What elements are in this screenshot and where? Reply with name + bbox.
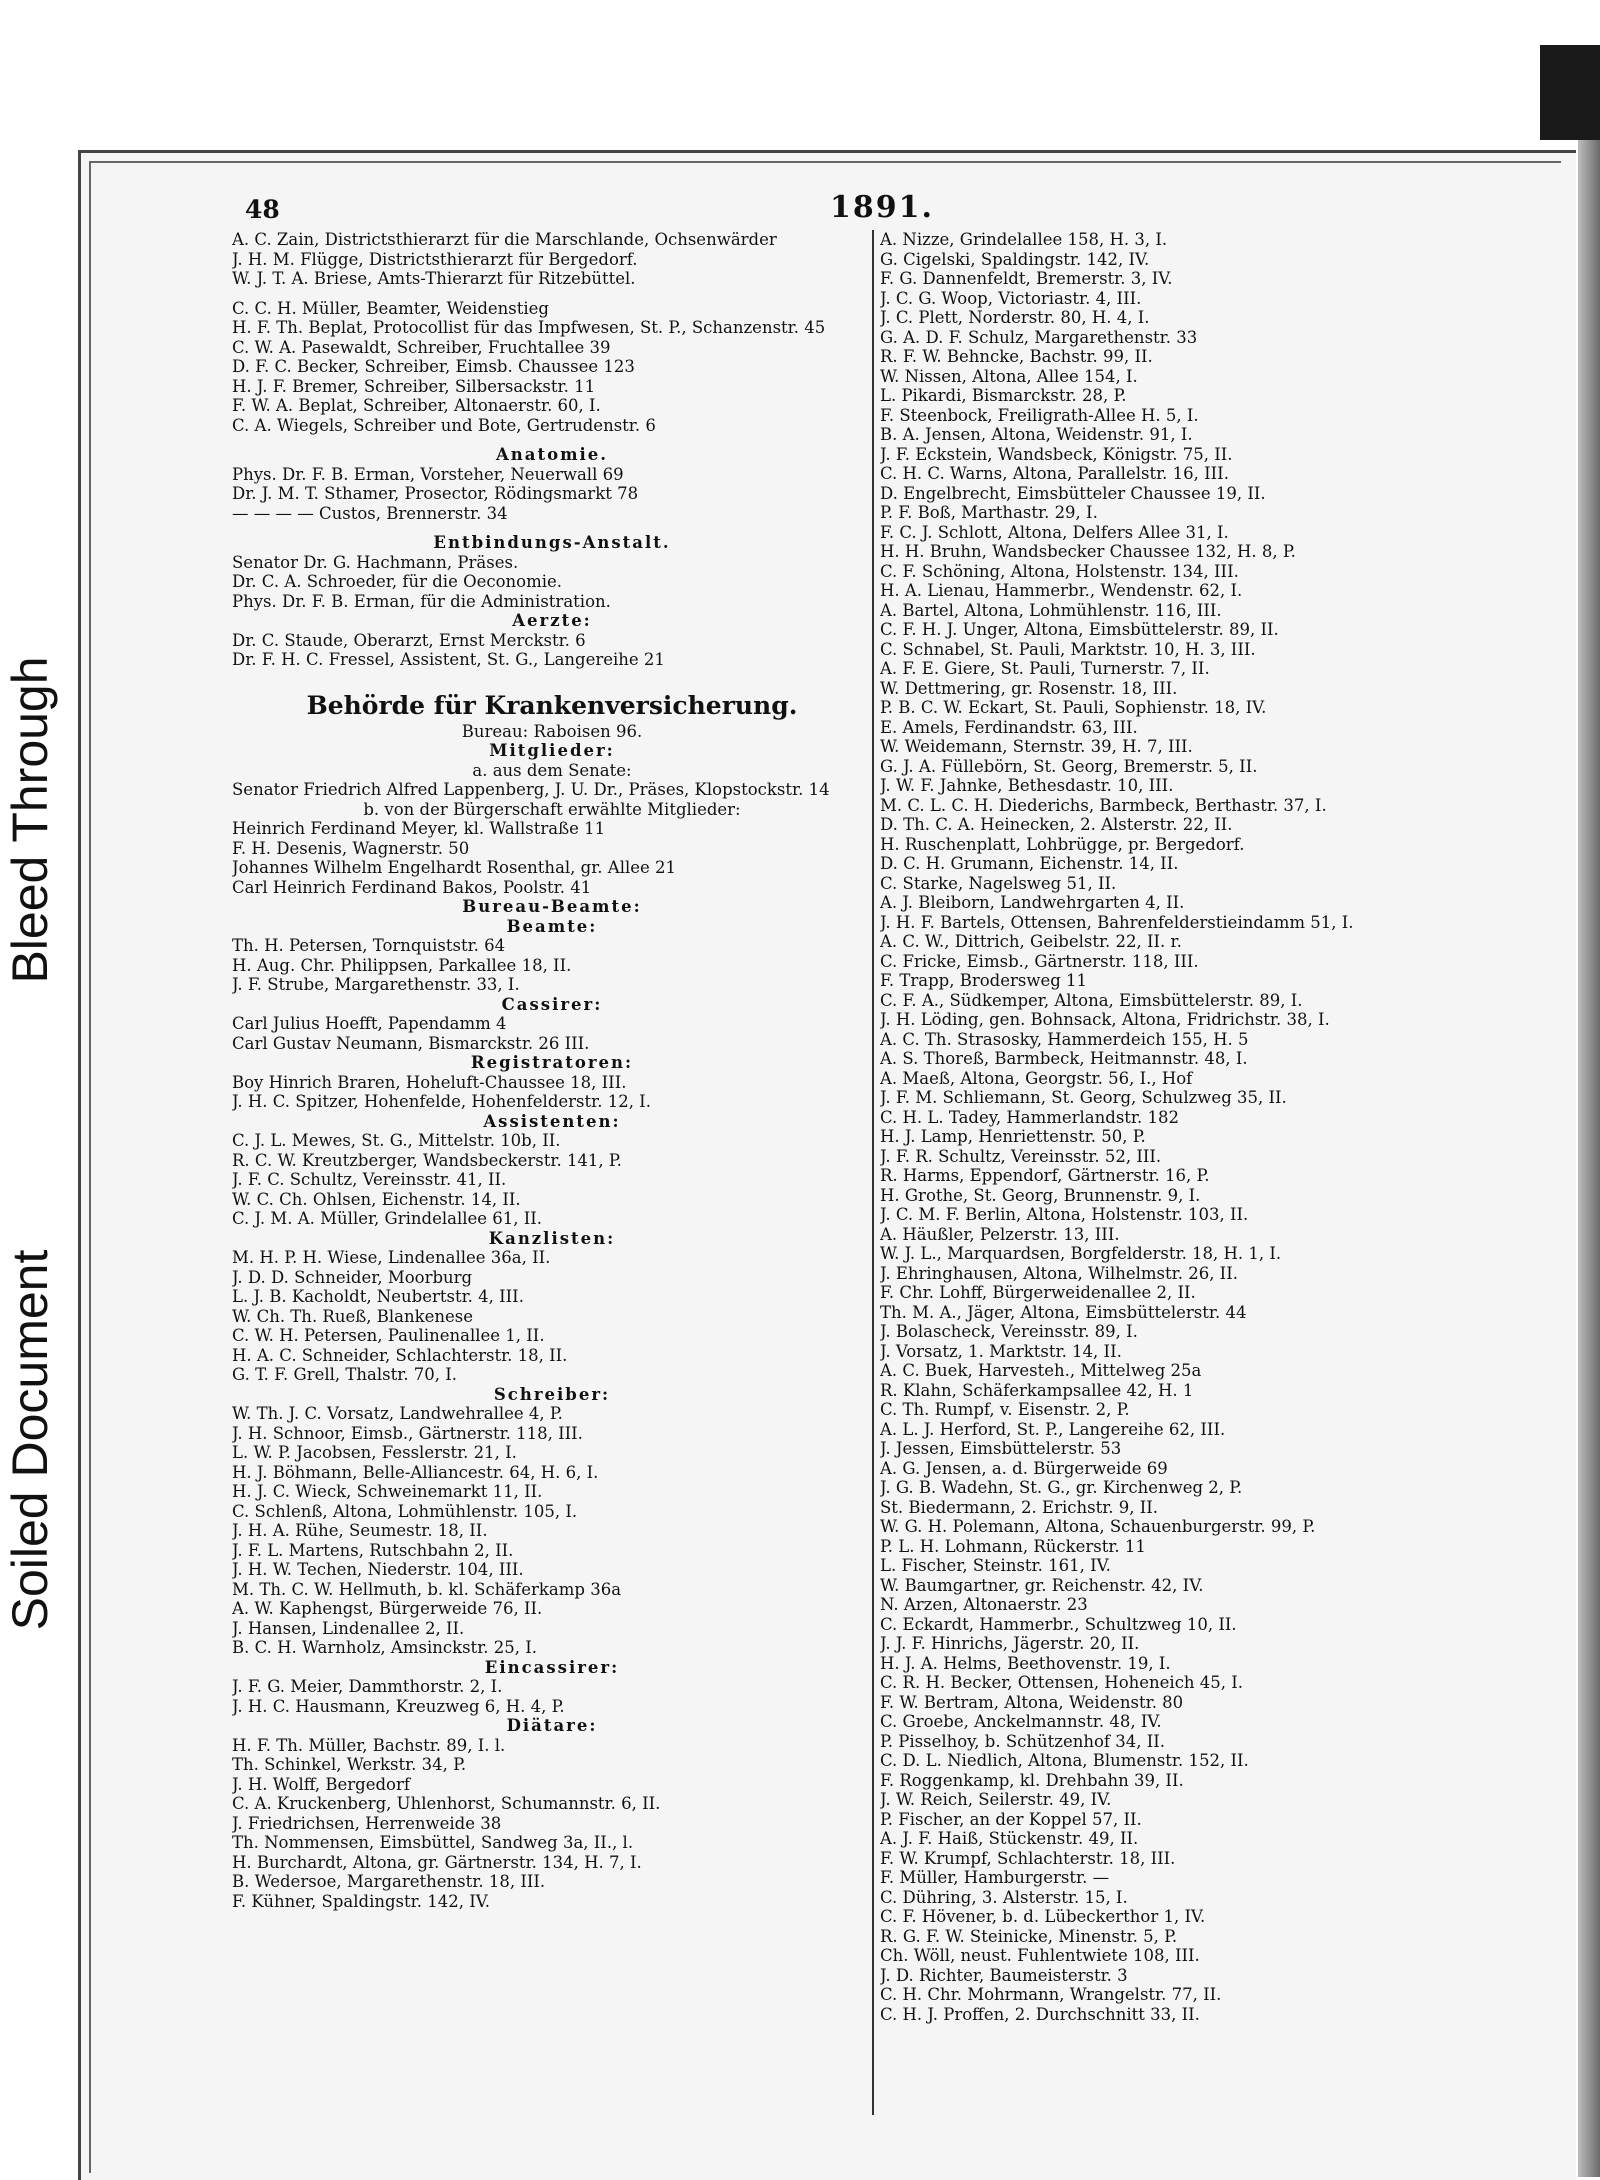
directory-entry: J. F. L. Martens, Rutschbahn 2, II. — [232, 1540, 514, 1560]
section-heading: Anatomie. — [495, 445, 609, 464]
directory-entry: Th. M. A., Jäger, Altona, Eimsbüttelerstr. 44 — [880, 1302, 1247, 1322]
directory-entry: C. Groebe, Anckelmannstr. 48, IV. — [880, 1712, 1162, 1731]
section-heading: Mitglieder: — [489, 741, 615, 760]
section-heading: Bureau-Beamte: — [462, 897, 642, 916]
directory-entry: J. D. D. Schneider, Moorburg — [232, 1267, 473, 1287]
directory-entry: C. H. J. Proffen, 2. Durchschnitt 33, II. — [880, 2004, 1200, 2024]
directory-entry: F. Roggenkamp, kl. Drehbahn 39, II. — [880, 1770, 1184, 1790]
directory-entry: Phys. Dr. F. B. Erman, Vorsteher, Neuerwall 69 — [232, 464, 624, 484]
directory-entry: C. W. A. Pasewaldt, Schreiber, Fruchtallee 39 — [232, 337, 611, 357]
directory-entry: Carl Julius Hoefft, Papendamm 4 — [232, 1014, 507, 1033]
directory-entry: J. J. F. Hinrichs, Jägerstr. 20, II. — [880, 1634, 1140, 1653]
directory-entry: J. F. Eckstein, Wandsbeck, Königstr. 75, II. — [880, 444, 1233, 464]
spacer — [232, 435, 872, 445]
page-number: 48 — [245, 195, 280, 224]
directory-entry: J. Jessen, Eimsbüttelerstr. 53 — [880, 1439, 1122, 1458]
directory-entry: W. Th. J. C. Vorsatz, Landwehrallee 4, P. — [232, 1404, 563, 1423]
directory-entry: A. G. Jensen, a. d. Bürgerweide 69 — [880, 1458, 1168, 1478]
directory-entry: H. A. Lienau, Hammerbr., Wendenstr. 62, I. — [880, 581, 1243, 600]
directory-entry: G. J. A. Füllebörn, St. Georg, Bremerstr. 5, II. — [880, 756, 1258, 776]
directory-entry: R. Harms, Eppendorf, Gärtnerstr. 16, P. — [880, 1166, 1210, 1185]
directory-entry: C. F. A., Südkemper, Altona, Eimsbüttelerstr. 89, I. — [880, 990, 1303, 1010]
directory-entry: C. W. H. Petersen, Paulinenallee 1, II. — [232, 1326, 545, 1345]
directory-entry: B. A. Jensen, Altona, Weidenstr. 91, I. — [880, 425, 1193, 444]
directory-entry: C. F. Hövener, b. d. Lübeckerthor 1, IV. — [880, 1907, 1206, 1926]
directory-entry: F. W. Bertram, Altona, Weidenstr. 80 — [880, 1692, 1184, 1712]
section-heading: Behörde für Krankenversicherung. — [306, 690, 798, 720]
directory-entry: J. F. G. Meier, Dammthorstr. 2, I. — [232, 1677, 503, 1696]
directory-entry: A. Häußler, Pelzerstr. 13, III. — [880, 1224, 1120, 1244]
directory-entry: W. Ch. Th. Rueß, Blankenese — [232, 1306, 474, 1326]
left-column — [232, 230, 872, 1911]
directory-entry: J. Friedrichsen, Herrenweide 38 — [232, 1813, 502, 1833]
directory-entry: L. W. P. Jacobsen, Fesslerstr. 21, I. — [232, 1443, 517, 1462]
directory-entry: A. C. Zain, Districtsthierarzt für die Marschlande, Ochsenwärder — [232, 230, 777, 249]
directory-entry: C. Eckardt, Hammerbr., Schultzweg 10, II. — [880, 1614, 1237, 1634]
directory-entry: L. Pikardi, Bismarckstr. 28, P. — [880, 386, 1127, 405]
directory-entry: N. Arzen, Altonaerstr. 23 — [880, 1595, 1088, 1614]
directory-entry: C. R. H. Becker, Ottensen, Hoheneich 45, I. — [880, 1673, 1244, 1692]
directory-entry: C. F. Schöning, Altona, Holstenstr. 134, III. — [880, 561, 1239, 581]
scan-quality-stamp — [0, 0, 60, 1680]
directory-entry: J. W. F. Jahnke, Bethesdastr. 10, III. — [880, 776, 1174, 795]
directory-entry: Dr. F. H. C. Fressel, Assistent, St. G., Langereihe 21 — [232, 650, 665, 669]
section-heading: Entbindungs-Anstalt. — [433, 533, 671, 552]
directory-entry: J. Bolascheck, Vereinsstr. 89, I. — [880, 1322, 1138, 1341]
directory-entry: P. Pisselhoy, b. Schützenhof 34, II. — [880, 1731, 1166, 1751]
directory-entry: C. Starke, Nagelsweg 51, II. — [880, 873, 1117, 893]
directory-entry: C. Fricke, Eimsb., Gärtnerstr. 118, III. — [880, 951, 1199, 971]
directory-entry: F. W. Krumpf, Schlachterstr. 18, III. — [880, 1848, 1176, 1868]
page-year: 1891. — [830, 190, 934, 225]
directory-entry: A. S. Thoreß, Barmbeck, Heitmannstr. 48, I. — [880, 1049, 1248, 1068]
directory-entry: J. F. M. Schliemann, St. Georg, Schulzweg 35, II. — [880, 1088, 1287, 1107]
directory-entry: W. Nissen, Altona, Allee 154, I. — [880, 366, 1138, 386]
directory-entry: J. H. Wolff, Bergedorf — [232, 1774, 410, 1794]
directory-entry: R. Klahn, Schäferkampsallee 42, H. 1 — [880, 1380, 1194, 1400]
directory-entry: A. Maeß, Altona, Georgstr. 56, I., Hof — [880, 1068, 1193, 1088]
directory-entry: H. F. Th. Beplat, Protocollist für das Impfwesen, St. P., Schanzenstr. 45 — [232, 318, 826, 337]
directory-entry: F. Trapp, Brodersweg 11 — [880, 971, 1088, 990]
directory-entry: H. J. Lamp, Henriettenstr. 50, P. — [880, 1127, 1146, 1146]
directory-entry: M. C. L. C. H. Diederichs, Barmbeck, Berthastr. 37, I. — [880, 795, 1327, 815]
directory-entry: P. F. Boß, Marthastr. 29, I. — [880, 503, 1098, 522]
directory-entry: J. C. Plett, Norderstr. 80, H. 4, I. — [880, 308, 1150, 327]
directory-entry: Carl Heinrich Ferdinand Bakos, Poolstr. 41 — [232, 877, 592, 897]
section-heading: Kanzlisten: — [488, 1228, 616, 1248]
directory-entry: M. H. P. H. Wiese, Lindenallee 36a, II. — [232, 1248, 551, 1267]
directory-entry: J. Hansen, Lindenallee 2, II. — [232, 1618, 465, 1638]
book-edge — [1578, 140, 1600, 2177]
directory-entry: F. Müller, Hamburgerstr. — — [880, 1868, 1110, 1887]
directory-entry: Senator Friedrich Alfred Lappenberg, J. U. Dr., Präses, Klopstockstr. 14 — [232, 780, 830, 799]
directory-entry: C. F. H. J. Unger, Altona, Eimsbüttelerstr. 89, II. — [880, 620, 1279, 639]
directory-entry: M. Th. C. W. Hellmuth, b. kl. Schäferkamp 36a — [232, 1579, 622, 1599]
directory-entry: J. H. C. Hausmann, Kreuzweg 6, H. 4, P. — [232, 1696, 565, 1716]
directory-entry: H. A. C. Schneider, Schlachterstr. 18, II. — [232, 1345, 568, 1365]
directory-entry: Johannes Wilhelm Engelhardt Rosenthal, gr. Allee 21 — [232, 858, 677, 877]
directory-entry: C. C. H. Müller, Beamter, Weidenstieg — [232, 298, 549, 318]
section-heading: Registratoren: — [470, 1053, 634, 1072]
directory-entry: Boy Hinrich Braren, Hoheluft-Chaussee 18, III. — [232, 1072, 627, 1092]
directory-entry: P. L. H. Lohmann, Rückerstr. 11 — [880, 1536, 1146, 1556]
section-heading: Schreiber: — [493, 1384, 611, 1404]
directory-entry: D. Engelbrecht, Eimsbütteler Chaussee 19, II. — [880, 483, 1266, 503]
directory-entry: H. Aug. Chr. Philippsen, Parkallee 18, II. — [232, 955, 572, 975]
directory-entry: Carl Gustav Neumann, Bismarckstr. 26 III. — [232, 1033, 590, 1053]
directory-entry: D. C. H. Grumann, Eichenstr. 14, II. — [880, 854, 1179, 873]
directory-entry: H. J. Böhmann, Belle-Alliancestr. 64, H. 6, I. — [232, 1462, 599, 1482]
directory-entry: A. W. Kaphengst, Bürgerweide 76, II. — [232, 1599, 543, 1618]
directory-entry: J. H. F. Bartels, Ottensen, Bahrenfelderstieindamm 51, I. — [880, 912, 1354, 932]
spacer — [232, 670, 872, 680]
section-heading: Eincassirer: — [484, 1657, 620, 1677]
directory-entry: W. J. T. A. Briese, Amts-Thierarzt für Ritzebüttel. — [232, 269, 636, 288]
directory-entry: Phys. Dr. F. B. Erman, für die Administration. — [232, 591, 611, 611]
spacer — [232, 680, 872, 690]
directory-entry: J. H. Löding, gen. Bohnsack, Altona, Fridrichstr. 38, I. — [880, 1010, 1330, 1029]
directory-entry: F. W. A. Beplat, Schreiber, Altonaerstr. 60, I. — [232, 396, 601, 415]
directory-entry: G. Cigelski, Spaldingstr. 142, IV. — [880, 249, 1150, 269]
directory-entry: J. H. W. Techen, Niederstr. 104, III. — [232, 1560, 524, 1579]
directory-entry: C. H. C. Warns, Altona, Parallelstr. 16, III. — [880, 464, 1229, 483]
directory-entry: R. F. W. Behncke, Bachstr. 99, II. — [880, 347, 1153, 366]
directory-entry: W. Weidemann, Sternstr. 39, H. 7, III. — [880, 737, 1193, 756]
subheading: a. aus dem Senate: — [472, 760, 632, 780]
directory-entry: C. J. L. Mewes, St. G., Mittelstr. 10b, II. — [232, 1131, 561, 1150]
directory-entry: A. L. J. Herford, St. P., Langereihe 62, III. — [880, 1419, 1226, 1439]
directory-entry: B. C. H. Warnholz, Amsinckstr. 25, I. — [232, 1638, 538, 1657]
soiled-document-label: Soiled Document — [2, 1249, 58, 1631]
directory-entry: C. D. L. Niedlich, Altona, Blumenstr. 152, II. — [880, 1751, 1249, 1770]
directory-entry: C. A. Wiegels, Schreiber und Bote, Gertrudenstr. 6 — [232, 415, 656, 435]
directory-entry: A. J. F. Haiß, Stückenstr. 49, II. — [880, 1829, 1139, 1848]
directory-entry: W. C. Ch. Ohlsen, Eichenstr. 14, II. — [232, 1189, 521, 1209]
directory-entry: — — — — Custos, Brennerstr. 34 — [232, 503, 508, 523]
directory-entry: L. Fischer, Steinstr. 161, IV. — [880, 1556, 1111, 1575]
directory-entry: J. W. Reich, Seilerstr. 49, IV. — [880, 1790, 1112, 1809]
directory-entry: A. J. Bleiborn, Landwehrgarten 4, II. — [880, 893, 1185, 912]
spacer — [232, 523, 872, 533]
directory-entry: F. Kühner, Spaldingstr. 142, IV. — [232, 1891, 490, 1911]
directory-entry: J. F. C. Schultz, Vereinsstr. 41, II. — [232, 1170, 507, 1189]
directory-entry: J. H. M. Flügge, Districtsthierarzt für Bergedorf. — [232, 249, 638, 269]
directory-entry: A. F. E. Giere, St. Pauli, Turnerstr. 7, II. — [880, 659, 1210, 678]
directory-entry: Th. Schinkel, Werkstr. 34, P. — [232, 1755, 467, 1774]
directory-entry: C. A. Kruckenberg, Uhlenhorst, Schumannstr. 6, II. — [232, 1794, 661, 1813]
directory-entry: Dr. J. M. T. Sthamer, Prosector, Rödingsmarkt 78 — [232, 484, 639, 503]
directory-entry: E. Amels, Ferdinandstr. 63, III. — [880, 717, 1138, 737]
directory-entry: J. D. Richter, Baumeisterstr. 3 — [880, 1965, 1128, 1985]
directory-entry: A. Bartel, Altona, Lohmühlenstr. 116, III. — [880, 600, 1222, 620]
directory-entry: H. J. F. Bremer, Schreiber, Silbersackstr. 11 — [232, 376, 596, 396]
directory-entry: C. Th. Rumpf, v. Eisenstr. 2, P. — [880, 1400, 1130, 1419]
directory-entry: L. J. B. Kacholdt, Neubertstr. 4, III. — [232, 1287, 524, 1306]
directory-entry: D. Th. C. A. Heinecken, 2. Alsterstr. 22, II. — [880, 815, 1233, 834]
directory-entry: J. C. M. F. Berlin, Altona, Holstenstr. 103, II. — [880, 1205, 1249, 1224]
directory-entry: J. H. C. Spitzer, Hohenfelde, Hohenfelderstr. 12, I. — [232, 1092, 651, 1111]
directory-entry: F. Chr. Lohff, Bürgerweidenallee 2, II. — [880, 1283, 1196, 1302]
directory-entry: H. J. C. Wieck, Schweinemarkt 11, II. — [232, 1482, 543, 1501]
directory-entry: Ch. Wöll, neust. Fuhlentwiete 108, III. — [880, 1946, 1200, 1965]
directory-entry: F. G. Dannenfeldt, Bremerstr. 3, IV. — [880, 269, 1173, 288]
directory-entry: A. C. Buek, Harvesteh., Mittelweg 25a — [880, 1361, 1202, 1380]
spacer — [232, 289, 872, 299]
directory-entry: J. F. R. Schultz, Vereinsstr. 52, III. — [880, 1146, 1162, 1166]
directory-entry: C. Schnabel, St. Pauli, Marktstr. 10, H. 3, III. — [880, 639, 1256, 659]
right-column — [880, 230, 1440, 2024]
directory-entry: W. Baumgartner, gr. Reichenstr. 42, IV. — [880, 1575, 1204, 1595]
directory-entry: Th. H. Petersen, Tornquiststr. 64 — [232, 936, 506, 955]
directory-entry: P. Fischer, an der Koppel 57, II. — [880, 1809, 1142, 1829]
section-heading: Aerzte: — [512, 611, 592, 630]
subheading: Bureau: Raboisen 96. — [461, 721, 643, 741]
directory-entry: H. Ruschenplatt, Lohbrügge, pr. Bergedorf. — [880, 834, 1245, 854]
directory-entry: R. G. F. W. Steinicke, Minenstr. 5, P. — [880, 1926, 1178, 1946]
section-heading: Beamte: — [506, 916, 598, 936]
directory-entry: P. B. C. W. Eckart, St. Pauli, Sophienstr. 18, IV. — [880, 698, 1267, 717]
directory-entry: W. G. H. Polemann, Altona, Schauenburgerstr. 99, P. — [880, 1517, 1316, 1536]
directory-entry: J. C. G. Woop, Victoriastr. 4, III. — [880, 288, 1142, 308]
bleed-through-label: Bleed Through — [2, 656, 58, 984]
directory-entry: H. J. A. Helms, Beethovenstr. 19, I. — [880, 1653, 1171, 1673]
directory-entry: J. H. A. Rühe, Seumestr. 18, II. — [232, 1521, 488, 1540]
directory-entry: J. Ehringhausen, Altona, Wilhelmstr. 26, II. — [880, 1263, 1238, 1283]
column-divider — [872, 230, 874, 2115]
directory-entry: W. J. L., Marquardsen, Borgfelderstr. 18, H. 1, I. — [880, 1244, 1282, 1263]
section-heading: Diätare: — [506, 1716, 598, 1735]
directory-entry: Senator Dr. G. Hachmann, Präses. — [232, 552, 519, 572]
directory-entry: J. H. Schnoor, Eimsb., Gärtnerstr. 118, III. — [232, 1423, 583, 1443]
directory-entry: J. F. Strube, Margarethenstr. 33, I. — [232, 975, 520, 994]
directory-entry: Dr. C. Staude, Oberarzt, Ernst Merckstr. 6 — [232, 630, 586, 650]
directory-entry: A. C. Th. Strasosky, Hammerdeich 155, H. 5 — [880, 1029, 1249, 1049]
directory-entry: C. Dühring, 3. Alsterstr. 15, I. — [880, 1887, 1128, 1907]
subheading: b. von der Bürgerschaft erwählte Mitglieder: — [363, 799, 741, 819]
directory-entry: C. Schlenß, Altona, Lohmühlenstr. 105, I. — [232, 1501, 578, 1521]
directory-entry: C. H. L. Tadey, Hammerlandstr. 182 — [880, 1107, 1179, 1127]
directory-entry: Dr. C. A. Schroeder, für die Oeconomie. — [232, 572, 563, 591]
directory-entry: C. H. Chr. Mohrmann, Wrangelstr. 77, II. — [880, 1985, 1222, 2004]
directory-entry: H. F. Th. Müller, Bachstr. 89, I. l. — [232, 1735, 506, 1755]
directory-entry: W. Dettmering, gr. Rosenstr. 18, III. — [880, 678, 1178, 698]
scan-edge-shadow — [1540, 45, 1600, 140]
directory-entry: Th. Nommensen, Eimsbüttel, Sandweg 3a, II., l. — [232, 1833, 634, 1852]
directory-entry: C. J. M. A. Müller, Grindelallee 61, II. — [232, 1209, 543, 1228]
directory-entry: B. Wedersoe, Margarethenstr. 18, III. — [232, 1872, 546, 1891]
directory-entry: St. Biedermann, 2. Erichstr. 9, II. — [880, 1497, 1159, 1517]
directory-entry: F. C. J. Schlott, Altona, Delfers Allee 31, I. — [880, 522, 1229, 542]
directory-entry: J. G. B. Wadehn, St. G., gr. Kirchenweg 2, P. — [880, 1478, 1243, 1497]
directory-entry: H. H. Bruhn, Wandsbecker Chaussee 132, H. 8, P. — [880, 542, 1296, 561]
directory-entry: A. Nizze, Grindelallee 158, H. 3, I. — [880, 230, 1168, 249]
directory-entry: J. Vorsatz, 1. Marktstr. 14, II. — [880, 1341, 1122, 1361]
directory-entry: D. F. C. Becker, Schreiber, Eimsb. Chaussee 123 — [232, 357, 635, 376]
section-heading: Assistenten: — [483, 1111, 621, 1131]
directory-entry: A. C. W., Dittrich, Geibelstr. 22, II. r. — [880, 932, 1182, 951]
directory-entry: H. Grothe, St. Georg, Brunnenstr. 9, I. — [880, 1185, 1201, 1205]
directory-entry: F. Steenbock, Freiligrath-Allee H. 5, I. — [880, 405, 1199, 425]
section-heading: Cassirer: — [501, 994, 603, 1014]
directory-entry: G. T. F. Grell, Thalstr. 70, I. — [232, 1365, 458, 1384]
directory-entry: R. C. W. Kreutzberger, Wandsbeckerstr. 141, P. — [232, 1150, 622, 1170]
directory-entry: G. A. D. F. Schulz, Margarethenstr. 33 — [880, 327, 1198, 347]
directory-entry: Heinrich Ferdinand Meyer, kl. Wallstraße 11 — [232, 819, 606, 838]
directory-entry: F. H. Desenis, Wagnerstr. 50 — [232, 838, 470, 858]
directory-entry: H. Burchardt, Altona, gr. Gärtnerstr. 134, H. 7, I. — [232, 1852, 642, 1872]
